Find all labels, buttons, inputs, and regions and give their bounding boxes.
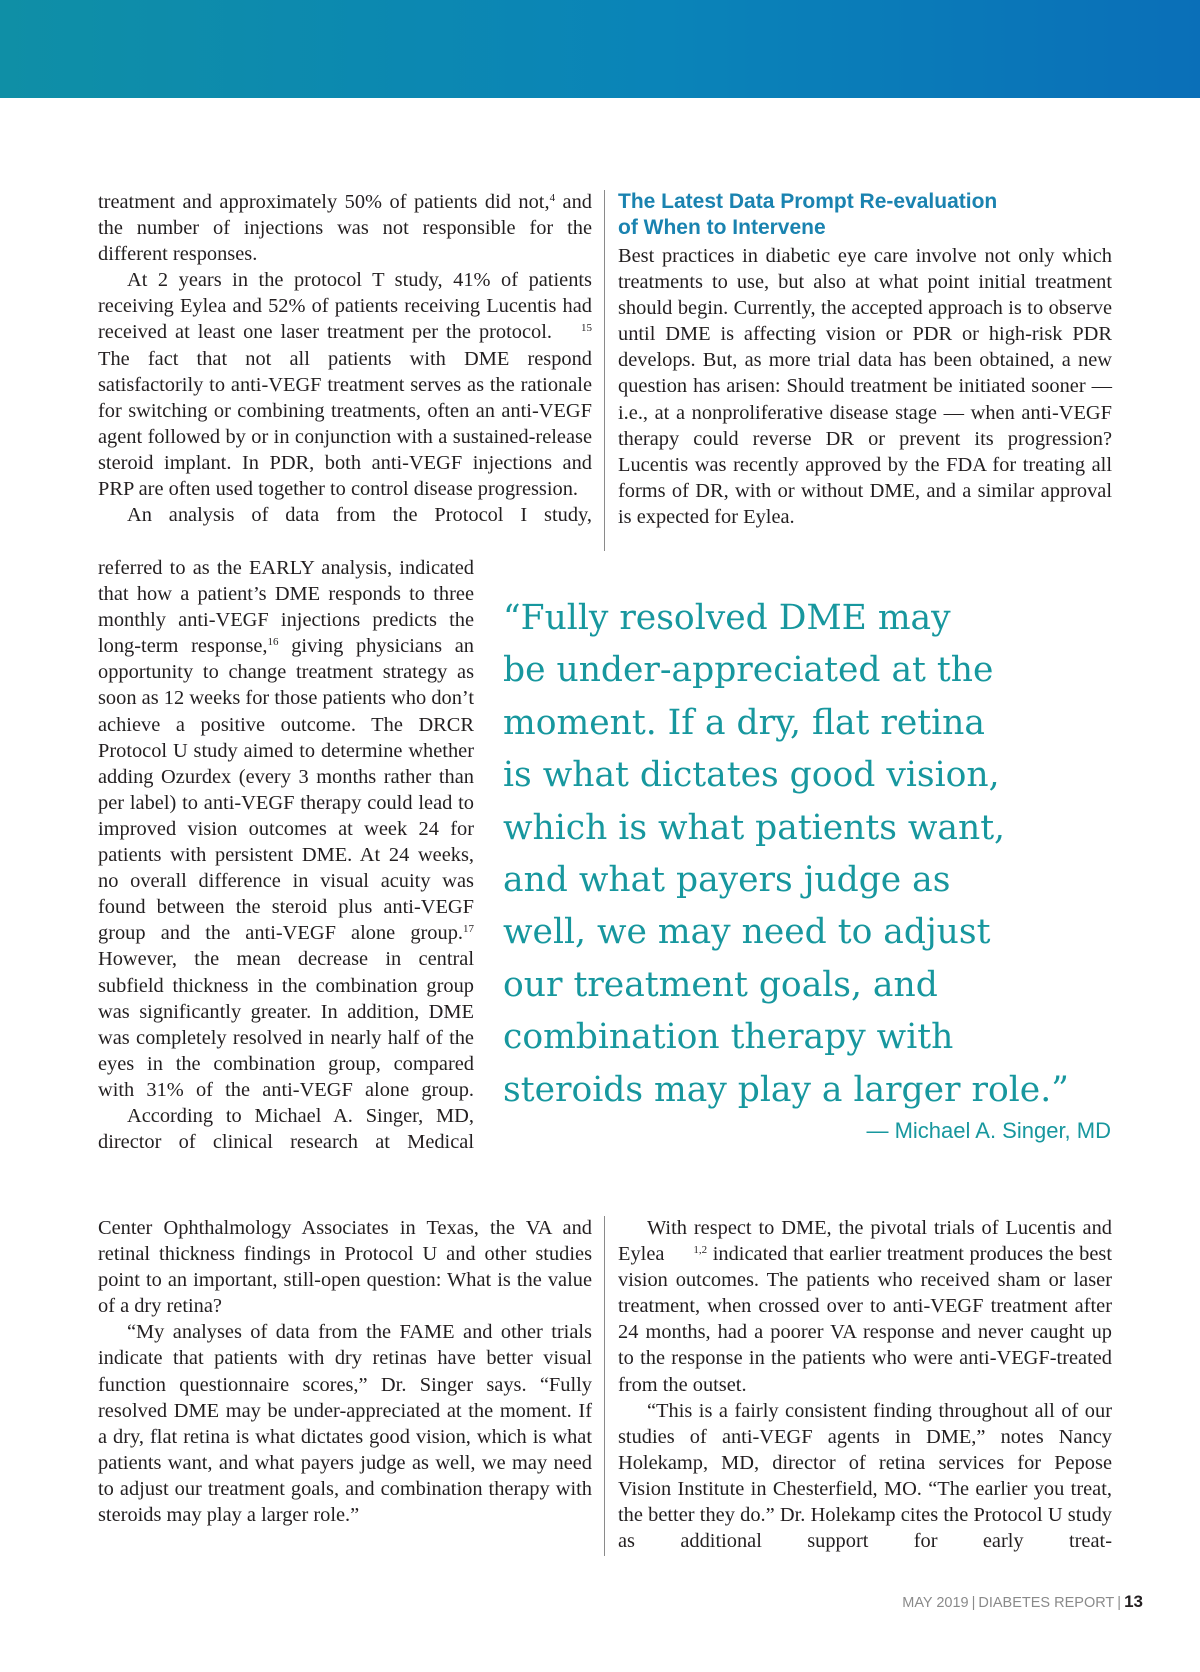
pull-quote-attribution: — Michael A. Singer, MD: [866, 1118, 1111, 1143]
pull-quote-line: “Fully resolved DME may: [503, 598, 951, 638]
paragraph: treatment and approximately 50% of patients did not,4 and the number of injections was not responsible for the different responses.: [98, 191, 592, 266]
paragraph: referred to as the EARLY analysis, indicated that how a patient’s DME responds to three monthly anti-VEGF injections predicts the long-term response,16 giving physicians an opportunity to change treatment strategy as soon as 12 weeks for those patients who don’t achieve a positive outcome. The DRCR Protocol U study aimed to determine whether adding Ozurdex (every 3 months rather than per label) to anti-VEGF therapy could lead to improved vision outcomes at week 24 for patients with persistent DME. At 24 weeks, no overall difference in visual acuity was found between the steroid plus anti-VEGF group and the anti-VEGF alone group.17 However, the mean decrease in central subfield thickness in the combination group was significantly greater. In addition, DME was completely resolved in nearly half of the eyes in the combination group, compared with 31% of the anti-VEGF alone group.: [98, 557, 474, 1101]
text: and the number of injections was not responsible for the different responses.: [98, 191, 592, 266]
text: The fact that not all patients with DME respond satisfactorily to anti-VEGF treatment serves as the rationale for switching or combining treatments, often an anti-VEGF agent followed by or in conjunction with a sustained-release steroid implant. In PDR, both anti-VEGF injections and PRP are often used together to control disease progression.: [98, 347, 592, 501]
heading-line: The Latest Data Prompt Re-evaluation: [618, 190, 998, 213]
pull-quote-line: combination therapy with: [503, 1017, 954, 1058]
page-number: 13: [1124, 1592, 1143, 1611]
heading-line: of When to Intervene: [618, 216, 826, 239]
column-divider-top: [604, 190, 605, 551]
pull-quote-line: and what payers judge as: [503, 860, 951, 901]
pull-quote-line: be under-appreciated at the: [503, 650, 994, 691]
section-heading: [618, 189, 1118, 241]
left-column-bottom: [98, 1215, 592, 1528]
text: With respect to DME, the pivotal trials of Lucentis and Eylea: [618, 1217, 1112, 1266]
paragraph: Best practices in diabetic eye care involve not only which treatments to use, but also at what point initial treatment should begin. Currently, the accepted approach is to observe until DME is affecting vision or PDR or high-risk PDR develops. But, as more trial data has been obtained, a new question has arisen: Should treatment be initiated sooner — i.e., at a nonproliferative disease stage — when anti-VEGF therapy could reverse DR or prevent its progression? Lucentis was recently approved by the FDA for treating all forms of DR, with or without DME, and a similar approval is expected for Eylea.: [618, 245, 1112, 528]
paragraph: At 2 years in the protocol T study, 41% of patients receiving Eylea and 52% of patients receiving Lucentis had received at least one laser treatment per the protocol. 15 The fact that not all patients with DME respond satisfactorily to anti-VEGF treatment serves as the rationale for switching or combining treatments, often an anti-VEGF agent followed by or in conjunction with a sustained-release steroid implant. In PDR, both anti-VEGF injections and PRP are often used together to control disease progression.: [98, 269, 592, 501]
text: However, the mean decrease in central subfield thickness in the combination group was significantly greater. In addition, DME was completely resolved in nearly half of the eyes in the combination group, compared with 31% of the anti-VEGF alone group.: [98, 948, 474, 1101]
page-footer: [700, 1592, 1143, 1612]
pull-quote-line: well, we may need to adjust: [503, 912, 991, 953]
text: giving physicians an opportunity to change treatment strategy as soon as 12 weeks for those patients who don’t achieve a positive outcome. The DRCR Protocol U study aimed to determine whether adding Ozurdex (every 3 months rather than per label) to anti-VEGF therapy could lead to improved vision outcomes at week 24 for patients with persistent DME. At 24 weeks, no overall difference in visual acuity was found between the steroid plus anti-VEGF group and the anti-VEGF alone group.: [98, 635, 474, 945]
column-divider-bottom: [604, 1216, 605, 1556]
pull-quote: [503, 592, 1143, 1116]
text: referred to as the EARLY analysis, indicated that how a patient’s DME responds to three monthly anti-VEGF injections predicts the long-term response,: [98, 557, 474, 658]
paragraph: With respect to DME, the pivotal trials of Lucentis and Eylea 1,2 indicated that earlier treatment produces the best vision outcomes. The patients who received sham or laser treatment, when crossed over to anti-VEGF treatment after 24 months, had a poorer VA response and never caught up to the response in the patients who were anti-VEGF-treated from the outset.: [618, 1217, 1112, 1396]
right-column-bottom: [618, 1215, 1112, 1554]
text: treatment and approximately 50% of patients did not,: [98, 191, 550, 213]
footer-separator: |: [971, 1595, 976, 1611]
right-column-top: [618, 243, 1112, 530]
paragraph-start: According to Michael A. Singer, MD, director of clinical research at Medical: [98, 1104, 474, 1154]
footer-issue: MAY 2019: [902, 1595, 969, 1611]
pull-quote-line: is what dictates good vision,: [503, 755, 1000, 796]
text: indicated that earlier treatment produces the best vision outcomes. The patients who received sham or laser treatment, when crossed over to anti-VEGF treatment after 24 months, had a poorer VA response and never caught up to the response in the patients who were anti-VEGF-treated from the outset.: [618, 1243, 1112, 1396]
pull-quote-line: our treatment goals, and: [503, 964, 938, 1005]
left-column-narrow: [98, 555, 474, 1155]
paragraph: “My analyses of data from the FAME and other trials indicate that patients with dry retinas have better visual function questionnaire scores,” Dr. Singer says. “Fully resolved DME may be under-appreciated at the moment. If a dry, flat retina is what dictates good vision, which is what patients want, and what payers judge as well, we may need to adjust our treatment goals, and combination therapy with steroids may play a larger role.”: [98, 1321, 592, 1527]
text: At 2 years in the protocol T study, 41% of patients receiving Eylea and 52% of patients receiving Lucentis had received at least one laser treatment per the protocol.: [98, 269, 592, 344]
footer-publication: DIABETES REPORT: [978, 1595, 1115, 1611]
paragraph: Center Ophthalmology Associates in Texas, the VA and retinal thickness findings in Protocol U and other studies point to an important, still-open question: What is the value of a dry retina?: [98, 1217, 592, 1318]
paragraph-start: An analysis of data from the Protocol I study,: [127, 504, 592, 527]
pull-quote-line: steroids may play a larger role.”: [503, 1069, 1069, 1110]
paragraph: “This is a fairly consistent finding throughout all of our studies of anti-VEGF agents in DME,” notes Nancy Holekamp, MD, director of retina services for Pepose Vision Institute in Chesterfield, MO. “The earlier you treat, the better they do.” Dr. Holekamp cites the Protocol U study as additional support for early treat-: [618, 1399, 1112, 1553]
left-column-top: [98, 189, 592, 528]
top-banner: [0, 0, 1200, 98]
pull-quote-line: which is what patients want,: [503, 807, 1006, 848]
footer-separator: |: [1117, 1595, 1122, 1611]
pull-quote-line: moment. If a dry, flat retina: [503, 702, 985, 743]
